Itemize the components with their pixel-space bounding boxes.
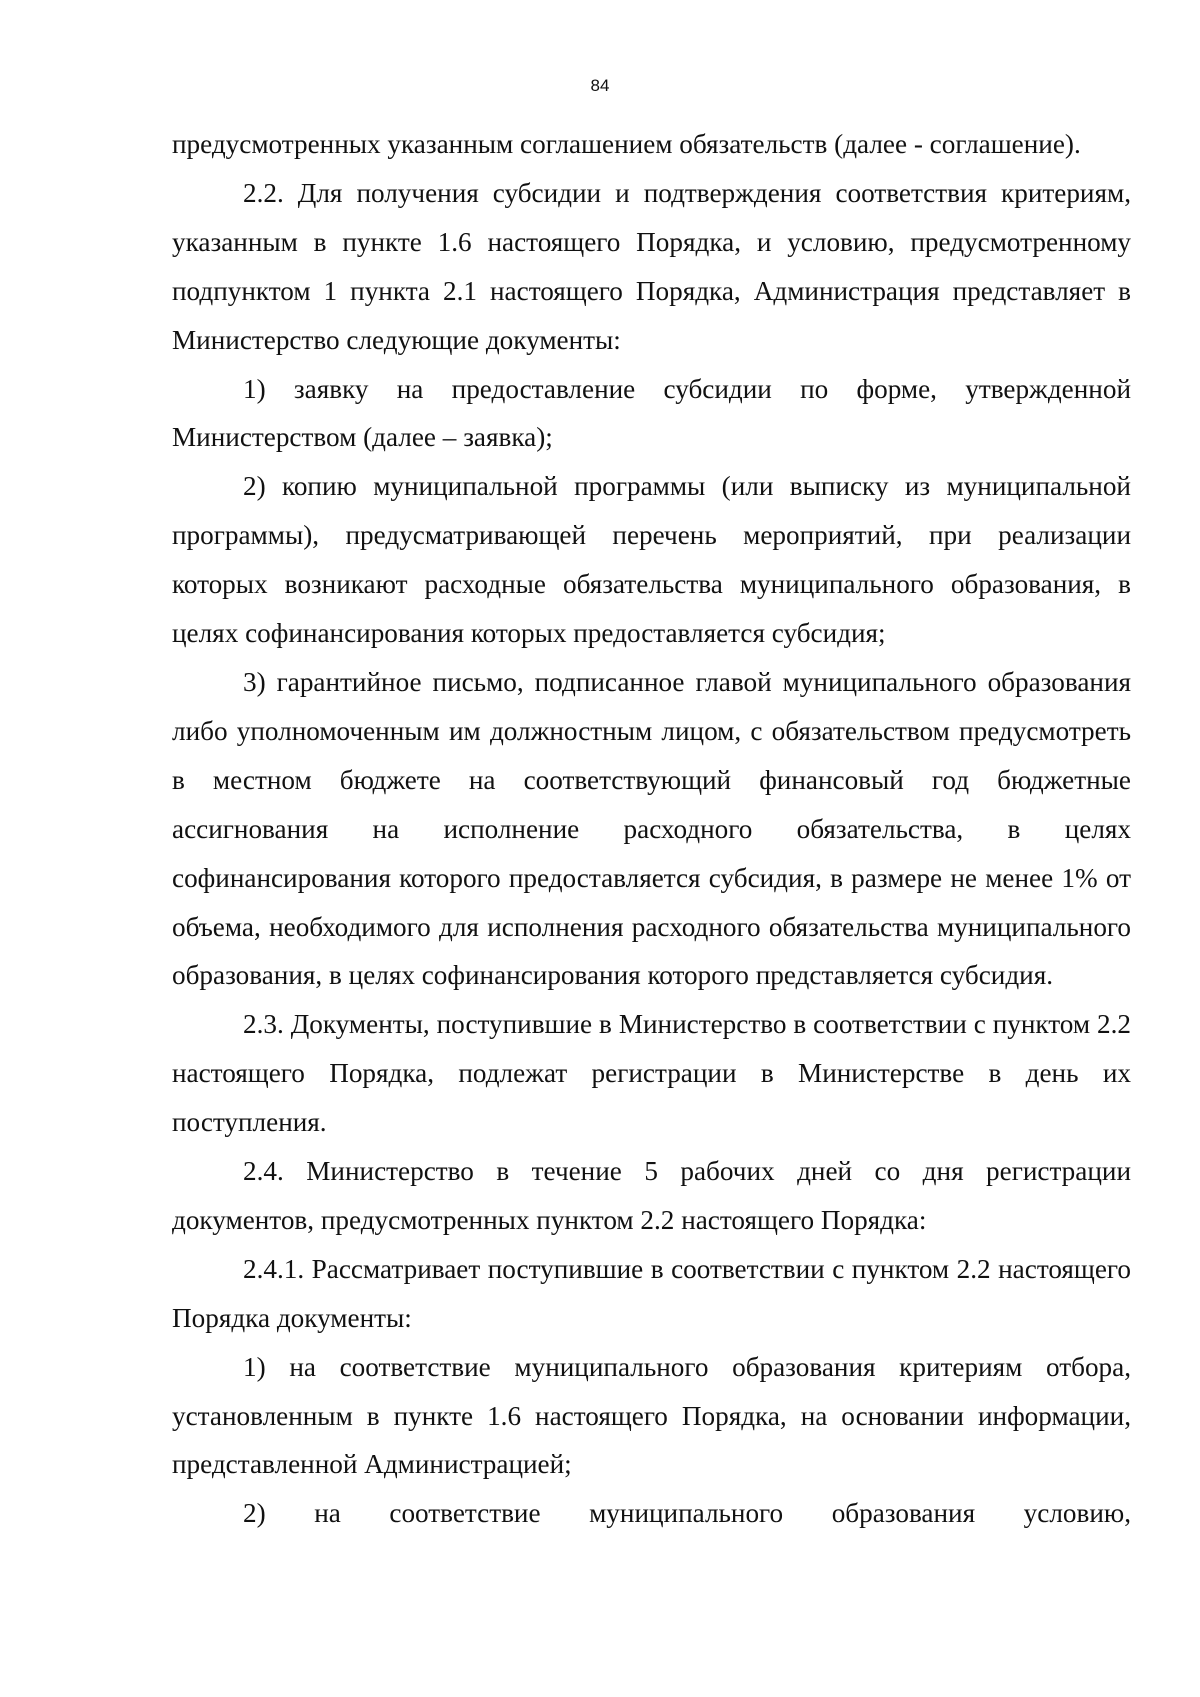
paragraph-2-2-item-1: 1) заявку на предоставление субсидии по форме, утвержденной Министерством (далее – заявка); — [172, 373, 1131, 453]
page-number: 84 — [590, 76, 610, 95]
paragraph-2-3: 2.3. Документы, поступившие в Министерство в соответствии с пунктом 2.2 настоящего Порядка, подлежат регистрации в Министерстве в день их поступления. — [172, 1009, 1131, 1138]
paragraph-2-4-1-item-2: 2) на соответствие муниципального образования условию, — [243, 1498, 1131, 1529]
paragraph-2-4-1-item-1: 1) на соответствие муниципального образования критериям отбора, установленным в пункте 1.6 настоящего Порядка, на основании информации, представленной Администрацией; — [172, 1351, 1131, 1480]
paragraph-2-2: 2.2. Для получения субсидии и подтверждения соответствия критериям, указанным в пункте 1.6 настоящего Порядка, и условию, предусмотренному подпунктом 1 пункта 2.1 настоящего Порядка, Администрация представляет в Министерство следующие документы: — [172, 177, 1131, 355]
paragraph-2-2-item-3: 3) гарантийное письмо, подписанное главой муниципального образования либо уполномоченным им должностным лицом, с обязательством предусмотреть в местном бюджете на соответствующий финансовый год бюджетные ассигнования на исполнение расходного обязательства, в целях софинансирования которого предоставляется субсидия, в размере не менее 1% от объема, необходимого для исполнения расходного обязательства муниципального образования, в целях софинансирования которого представляется субсидия. — [172, 666, 1131, 991]
paragraph-2-2-item-2: 2) копию муниципальной программы (или выписку из муниципальной программы), предусматривающей перечень мероприятий, при реализации которых возникают расходные обязательства муниципального образования, в целях софинансирования которых предоставляется субсидия; — [172, 471, 1131, 649]
paragraph-2-4: 2.4. Министерство в течение 5 рабочих дней со дня регистрации документов, предусмотренных пунктом 2.2 настоящего Порядка: — [172, 1156, 1131, 1235]
paragraph-continuation: предусмотренных указанным соглашением обязательств (далее - соглашение). — [172, 129, 1081, 159]
document-body — [172, 120, 1131, 1538]
paragraph-2-4-1: 2.4.1. Рассматривает поступившие в соответствии с пунктом 2.2 настоящего Порядка документы: — [172, 1253, 1131, 1333]
